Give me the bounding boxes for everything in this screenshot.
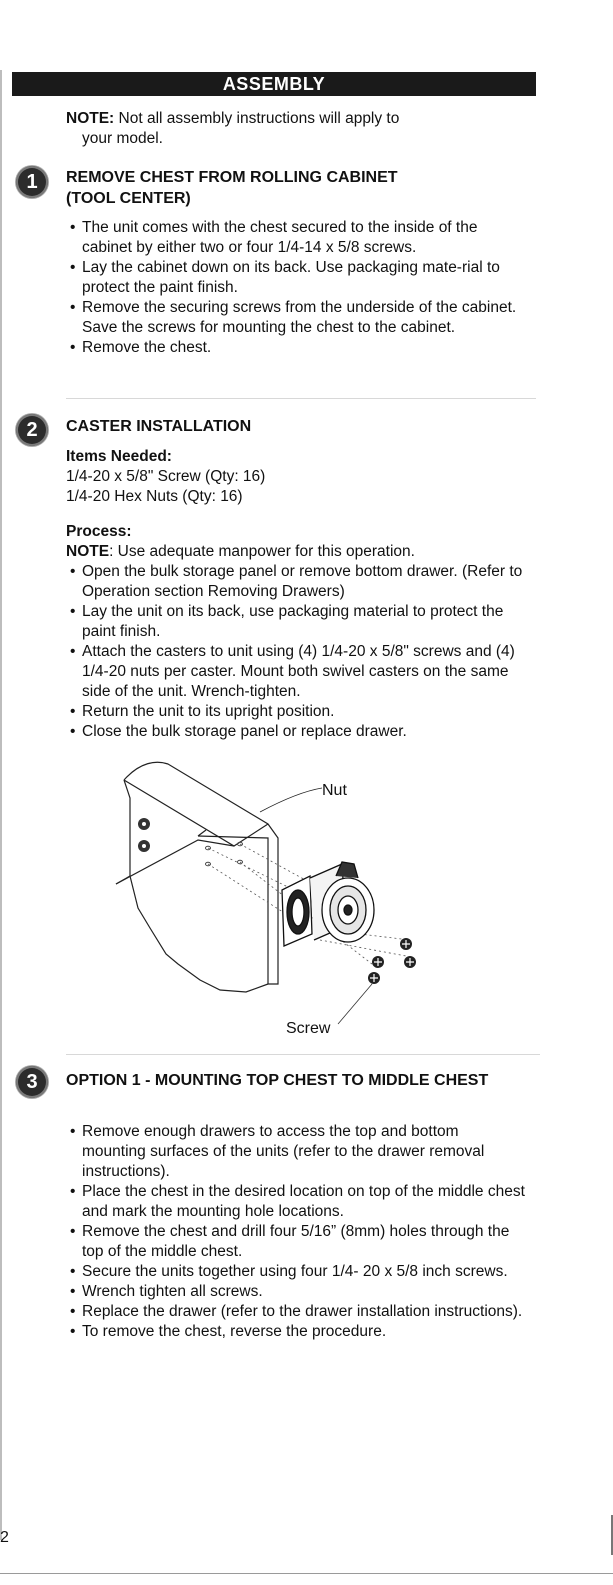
items-needed-block [66, 447, 536, 507]
step-2-title: CASTER INSTALLATION [66, 418, 252, 435]
list-item: • Secure the units together using four 1/4- 20 x 5/8 inch screws. [66, 1262, 526, 1282]
page-edge-left [0, 70, 2, 1540]
page-bottom-rule [0, 1573, 613, 1574]
step-1-badge: 1 [16, 166, 48, 198]
list-item: • Close the bulk storage panel or replace drawer. [66, 722, 532, 742]
caster-wheel [282, 862, 374, 946]
caster-installation-diagram [110, 758, 440, 1040]
step-3-instructions [66, 1122, 526, 1342]
process-label: Process: [66, 523, 132, 540]
note-label: NOTE: [66, 110, 115, 127]
cabinet-corner [116, 762, 322, 992]
note-text: Not all assembly instructions will apply to [118, 110, 400, 127]
step-3-badge: 3 [16, 1066, 48, 1098]
step-1-title-line-1: REMOVE CHEST FROM ROLLING CABINET [66, 169, 398, 186]
item-hex-nuts: 1/4-20 Hex Nuts (Qty: 16) [66, 488, 243, 505]
list-item: • Replace the drawer (refer to the drawer installation instructions). [66, 1302, 526, 1322]
item-screw: 1/4-20 x 5/8" Screw (Qty: 16) [66, 468, 266, 485]
process-note-label: NOTE [66, 543, 110, 560]
step-3-title: OPTION 1 - MOUNTING TOP CHEST TO MIDDLE CHEST [66, 1072, 489, 1089]
note-text-continued: your model. [82, 130, 163, 147]
page-number: 2 [0, 1529, 9, 1546]
step-1-title [66, 167, 536, 209]
nut-callout: Nut [322, 782, 347, 799]
list-item: • Remove the chest and drill four 5/16” (8mm) holes through the top of the middle chest. [66, 1222, 526, 1262]
list-item: • Open the bulk storage panel or remove bottom drawer. (Refer to Operation section Removing Drawers) [66, 562, 532, 602]
assembly-note [66, 109, 536, 149]
list-item: • Attach the casters to unit using (4) 1/4-20 x 5/8" screws and (4) 1/4-20 nuts per caster. Mount both swivel casters on the same side of the unit. Wrench-tighten. [66, 642, 532, 702]
screws [368, 938, 416, 984]
items-needed-label: Items Needed: [66, 448, 172, 465]
list-item: • Remove the chest. [66, 338, 522, 358]
mounting-holes [206, 842, 243, 866]
hex-nuts [138, 818, 150, 852]
section-header: ASSEMBLY [12, 72, 536, 96]
list-item: • Wrench tighten all screws. [66, 1282, 526, 1302]
step-2-instructions [66, 562, 532, 742]
list-item: • To remove the chest, reverse the procedure. [66, 1322, 526, 1342]
process-block [66, 522, 536, 562]
process-note-text: : Use adequate manpower for this operation. [109, 543, 415, 560]
list-item: • Lay the cabinet down on its back. Use packaging mate-rial to protect the paint finish. [66, 258, 522, 298]
list-item: • The unit comes with the chest secured to the inside of the cabinet by either two or four 1/4-14 x 5/8 screws. [66, 218, 522, 258]
screw-leader-line [338, 984, 372, 1024]
list-item: • Lay the unit on its back, use packaging material to protect the paint finish. [66, 602, 532, 642]
list-item: • Remove the securing screws from the underside of the cabinet. Save the screws for mounting the chest to the cabinet. [66, 298, 522, 338]
step-1-title-line-2: (TOOL CENTER) [66, 190, 191, 207]
step-2-badge: 2 [16, 414, 48, 446]
section-divider [66, 1054, 540, 1055]
list-item: • Return the unit to its upright position. [66, 702, 532, 722]
screw-callout: Screw [286, 1020, 331, 1037]
step-1-instructions [66, 218, 522, 358]
list-item: • Place the chest in the desired location on top of the middle chest and mark the mounting hole locations. [66, 1182, 526, 1222]
section-divider [66, 398, 536, 399]
list-item: • Remove enough drawers to access the top and bottom mounting surfaces of the units (refer to the drawer removal instructions). [66, 1122, 526, 1182]
process-note [66, 542, 536, 562]
